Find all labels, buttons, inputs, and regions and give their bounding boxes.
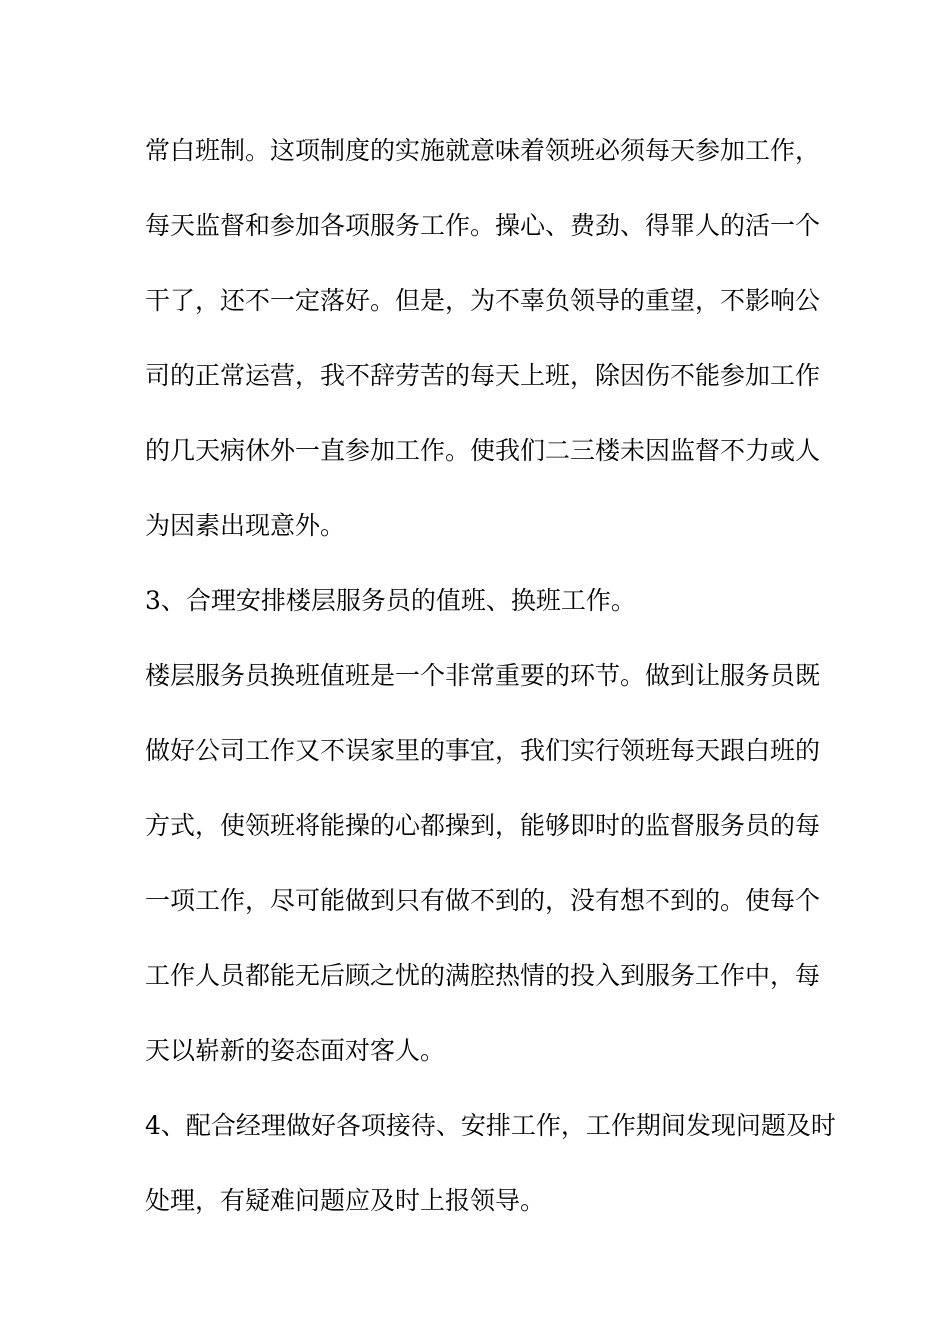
paragraph-line: 做好公司工作又不误家里的事宜，我们实行领班每天跟白班的 xyxy=(145,736,821,765)
paragraph-line: 天以崭新的姿态面对客人。 xyxy=(145,1036,446,1065)
paragraph-line: 方式，使领班将能操的心都操到，能够即时的监督服务员的每 xyxy=(145,811,821,840)
paragraph-line: 干了，还不一定落好。但是，为不辜负领导的重望，不影响公 xyxy=(145,286,821,315)
section-heading: 4、配合经理做好各项接待、安排工作，工作期间发现问题及时 xyxy=(145,1111,836,1140)
paragraph-line: 为因素出现意外。 xyxy=(145,511,346,540)
paragraph-line: 司的正常运营，我不辞劳苦的每天上班，除因伤不能参加工作 xyxy=(145,361,821,390)
paragraph-line: 一项工作，尽可能做到只有做不到的，没有想不到的。使每个 xyxy=(145,886,821,915)
paragraph-line: 每天监督和参加各项服务工作。操心、费劲、得罪人的活一个 xyxy=(145,211,821,240)
paragraph-line: 处理，有疑难问题应及时上报领导。 xyxy=(145,1186,546,1215)
section-heading: 3、合理安排楼层服务员的值班、换班工作。 xyxy=(145,586,636,615)
paragraph-line: 的几天病休外一直参加工作。使我们二三楼未因监督不力或人 xyxy=(145,436,821,465)
paragraph-line: 楼层服务员换班值班是一个非常重要的环节。做到让服务员既 xyxy=(145,661,821,690)
paragraph-line: 工作人员都能无后顾之忧的满腔热情的投入到服务工作中，每 xyxy=(145,961,821,990)
paragraph-line: 常白班制。这项制度的实施就意味着领班必须每天参加工作， xyxy=(145,136,821,165)
